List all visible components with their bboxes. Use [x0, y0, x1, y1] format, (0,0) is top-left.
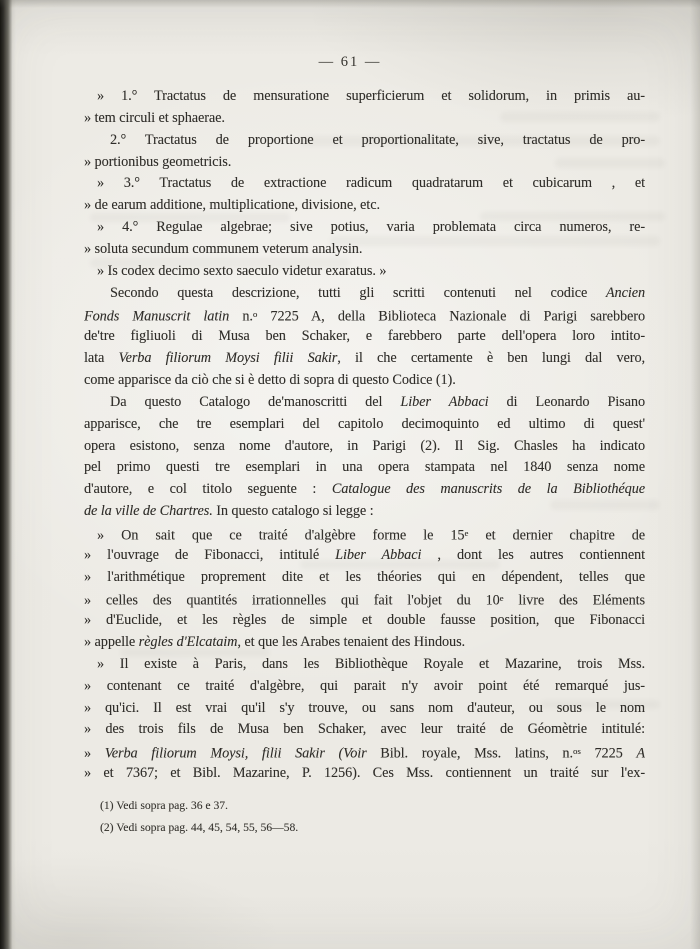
text-line: » Il existe à Paris, dans les Bibliothèque Royale et Mazarine, trois Mss. [97, 655, 645, 672]
superscript-text: o [252, 309, 258, 320]
binding-edge-shadow [0, 0, 16, 949]
italic-text: A [636, 745, 645, 762]
superscript-text: e [464, 527, 469, 538]
text-line: » 1.° Tractatus de mensuratione superficierum et solidorum, in primis au- [97, 88, 645, 104]
footnotes-block [100, 795, 620, 839]
text-line: » de earum additione, multiplicatione, divisione, etc. [84, 197, 380, 214]
text-line: de'tre figliuoli di Musa ben Schaker, e farebbero parte dell'opera loro intito- [84, 328, 645, 345]
text-line: » Is codex decimo sexto saeculo videtur exaratus. » [97, 262, 387, 279]
italic-text: Verba filiorum Moysi, filii Sakir (Voir [104, 745, 367, 762]
superscript-text: e [499, 593, 504, 604]
page-right-edge-shadow [690, 0, 700, 949]
text-line: de la ville de Chartres. In questo catalogo si legge : [84, 503, 374, 520]
italic-text: Liber Abbaci [335, 546, 422, 563]
italic-text: Catalogue des manuscrits de la Bibliothéque [331, 481, 645, 498]
text-line: » 3.° Tractatus de extractione radicum quadratarum et cubicarum , et [97, 175, 645, 192]
text-line: » On sait que ce traité d'algèbre forme le 15e et dernier chapitre de [97, 527, 645, 544]
text-line: » d'Euclide, et les règles de simple et double fausse position, que Fibonacci [84, 612, 645, 629]
text-line: » l'arithmétique proprement dite et les théories qui en dépendent, telles que [84, 568, 645, 585]
footnote-line: (1) Vedi sopra pag. 36 e 37. [100, 799, 228, 812]
text-line: » portionibus geometricis. [84, 153, 232, 170]
text-line: come apparisce da ciò che si è detto di sopra di questo Codice (1). [84, 371, 456, 388]
text-line: » appelle règles d'Elcataim, et que les Arabes tenaient des Hindous. [84, 634, 466, 651]
italic-text: règles d'Elcataim [138, 634, 238, 651]
text-line: pel primo questi tre esemplari in una opera stampata nel 1840 senza nome [84, 459, 645, 476]
italic-text: Ancien [605, 284, 645, 301]
text-line: » celles des quantités irrationnelles qui fait l'objet du 10e livre des Eléments [84, 592, 645, 609]
italic-text: Fonds Manuscrit latin [84, 308, 230, 325]
page-number-header: — 61 — [318, 54, 382, 70]
text-line: » Verba filiorum Moysi, filii Sakir (Voir Bibl. royale, Mss. latins, n.$^{os}$ 7225 A [84, 745, 645, 762]
text-line: opera esistono, senza nome d'autore, in Parigi (2). Il Sig. Chasles ha indicato [84, 437, 645, 454]
text-line: » et 7367; et Bibl. Mazarine, P. 1256). Ces Mss. contiennent un traité sur l'ex- [84, 765, 645, 782]
text-line: » tem circuli et sphaerae. [84, 109, 225, 126]
text-line: » des trois fils de Musa ben Schaker, avec leur traité de Géomètrie intitulé: [84, 721, 645, 738]
text-line: apparisce, che tre esemplari del capitolo decimoquinto ed ultimo di quest' [84, 415, 645, 432]
text-line: » soluta secundum communem veterum analysin. [84, 240, 363, 257]
text-line: Fonds Manuscrit latin n.$^o$ 7225 A, della Biblioteca Nazionale di Parigi sarebbero [84, 308, 645, 325]
text-line: Da questo Catalogo de'manoscritti del Liber Abbaci di Leonardo Pisano [110, 393, 645, 410]
text-line: lata Verba filiorum Moysi filii Sakir, il che certamente è ben lungi dal vero, [84, 350, 645, 367]
text-line: » contenant ce traité d'algèbre, qui parait n'y avoir point été remarqué jus- [84, 677, 645, 694]
text-line: » qu'ici. Il est vrai qu'il s'y trouve, ou sans nom d'auteur, ou sous le nom [84, 699, 645, 716]
italic-text: Verba filiorum Moysi filii Sakir [118, 350, 338, 367]
main-text-block [84, 86, 645, 785]
italic-text: Liber Abbaci [400, 393, 489, 410]
text-line: Secondo questa descrizione, tutti gli scritti contenuti nel codice Ancien [110, 284, 645, 301]
page-top-edge-shadow [0, 0, 700, 8]
text-line: » l'ouvrage de Fibonacci, intitulé Liber Abbaci , dont les autres contiennent [84, 546, 645, 563]
text-line: 2.° Tractatus de proportione et proportionalitate, sive, tractatus de pro- [110, 131, 645, 148]
italic-text: de la ville de Chartres. [84, 503, 213, 520]
superscript-text: os [572, 746, 581, 757]
text-line: d'autore, e col titolo seguente : Catalogue des manuscrits de la Bibliothéque [84, 481, 645, 498]
text-line: » 4.° Regulae algebrae; sive potius, varia problemata circa numeros, re- [97, 219, 645, 236]
footnote-line: (2) Vedi sopra pag. 44, 45, 54, 55, 56—58. [100, 821, 299, 834]
